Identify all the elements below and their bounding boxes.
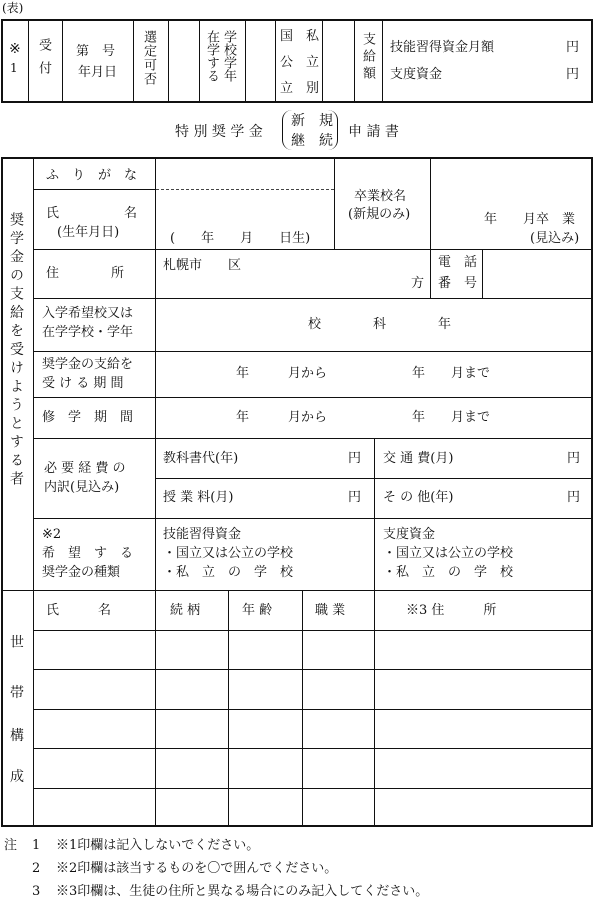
address-city: 札幌市 区 — [163, 258, 242, 273]
textbook-yen: 円 — [348, 451, 362, 466]
name-label: 氏 名 — [46, 206, 138, 221]
note-1-num: 1 — [32, 838, 41, 853]
grad-year: 年 月卒 業 — [484, 212, 576, 227]
phone-label-1: 電 話 — [438, 255, 478, 270]
skill-opt-public: ・国立又は公立の学校 — [163, 546, 294, 561]
type-row1: 国 私 — [280, 29, 320, 44]
note-3-text: ※3印欄は、生徒の住所と異なる場合にのみ記入してください。 — [56, 884, 429, 899]
study-to: 年 月まで — [412, 410, 491, 425]
study-label: 修 学 期 間 — [42, 410, 134, 425]
type-row3: 立 別 — [280, 81, 320, 96]
period-label-2: 受 け る 期 間 — [42, 376, 124, 391]
tuition-label: 授 業 料(月) — [163, 490, 234, 505]
note-3-num: 3 — [32, 884, 41, 899]
other-yen: 円 — [567, 490, 581, 505]
note-1-text: ※1印欄は記入しないでください。 — [56, 838, 260, 853]
selection-label: 選定可否 — [141, 30, 156, 86]
expense-label-2: 内訳(見込み) — [44, 480, 120, 495]
school-col2: 学校学年 — [221, 30, 236, 82]
textbook-label: 教科書代(年) — [163, 451, 239, 466]
number-label: 第 号 — [76, 44, 116, 59]
title-right: 申 請 書 — [348, 124, 399, 140]
tuition-yen: 円 — [348, 490, 362, 505]
notes-prefix: 注 — [4, 838, 18, 853]
office-mark-num: 1 — [10, 61, 18, 75]
dob-label: (生年月日) — [57, 225, 120, 240]
school-label-2: 在学学校・学年 — [42, 325, 134, 340]
type-row2: 公 立 — [280, 55, 320, 70]
transport-yen: 円 — [567, 451, 581, 466]
other-label: そ の 他(年) — [383, 490, 454, 505]
grad-expected: (見込み) — [530, 231, 580, 246]
household-side-1: 世 — [10, 635, 24, 651]
title-new: 新 規 — [291, 113, 333, 129]
school-label-1: 入学希望校又は — [42, 306, 134, 321]
prep-fund: 支度資金 — [390, 67, 443, 82]
period-from: 年 月から — [236, 366, 328, 381]
fund-type-mark: ※2 — [42, 527, 62, 542]
page-label: (表) — [2, 1, 24, 15]
note-2-text: ※2印欄は該当するものを〇で囲んでください。 — [56, 861, 338, 876]
school-col1: 在学する — [204, 30, 219, 82]
period-to: 年 月まで — [412, 366, 491, 381]
furigana-label: ふ り が な — [46, 168, 138, 183]
yen-2: 円 — [566, 67, 580, 82]
phone-label-2: 番 号 — [438, 276, 478, 291]
prep-opt-private: ・私 立 の 学 校 — [383, 565, 514, 580]
household-side-3: 構 — [10, 728, 24, 744]
expense-label-1: 必 要 経 費 の — [44, 461, 126, 476]
grad-school-sub: (新規のみ) — [348, 207, 411, 222]
household-header-address: ※3 住 所 — [406, 603, 497, 618]
title-left: 特 別 奨 学 金 — [175, 124, 263, 140]
receipt-label: 受付 — [36, 38, 51, 84]
period-label-1: 奨学金の支給を — [42, 357, 134, 372]
skill-opt-private: ・私 立 の 学 校 — [163, 565, 294, 580]
applicant-side-label: 奨学金の支給を受けようとする者 — [8, 212, 24, 490]
household-header-relation: 続 柄 — [170, 603, 201, 618]
transport-label: 交 通 費(月) — [383, 451, 454, 466]
skill-fund: 技能習得資金 — [163, 527, 242, 542]
fund-type-label-1: 希 望 す る — [42, 546, 134, 561]
office-mark: ※ — [9, 41, 21, 57]
household-header-name: 氏 名 — [46, 603, 112, 618]
prep-fund-type: 支度資金 — [383, 527, 436, 542]
address-label: 住 所 — [46, 266, 125, 281]
school-value: 校 科 年 — [308, 317, 452, 332]
household-header-job: 職 業 — [315, 603, 346, 618]
yen-1: 円 — [566, 40, 580, 55]
prep-opt-public: ・国立又は公立の学校 — [383, 546, 514, 561]
title-continue: 継 続 — [291, 133, 333, 149]
date-label: 年月日 — [78, 65, 118, 80]
note-2-num: 2 — [32, 861, 41, 876]
address-kata: 方 — [411, 276, 425, 291]
dob-value: ( 年 月 日生) — [170, 231, 311, 246]
study-from: 年 月から — [236, 410, 328, 425]
household-side-2: 帯 — [10, 685, 24, 701]
grad-school-label: 卒業校名 — [354, 189, 407, 204]
fund-type-label-2: 奨学金の種類 — [42, 565, 121, 580]
household-header-age: 年 齢 — [242, 603, 273, 618]
payment-label: 支給額 — [360, 32, 375, 83]
household-side-4: 成 — [10, 769, 24, 785]
skill-fund-monthly: 技能習得資金月額 — [390, 40, 495, 55]
